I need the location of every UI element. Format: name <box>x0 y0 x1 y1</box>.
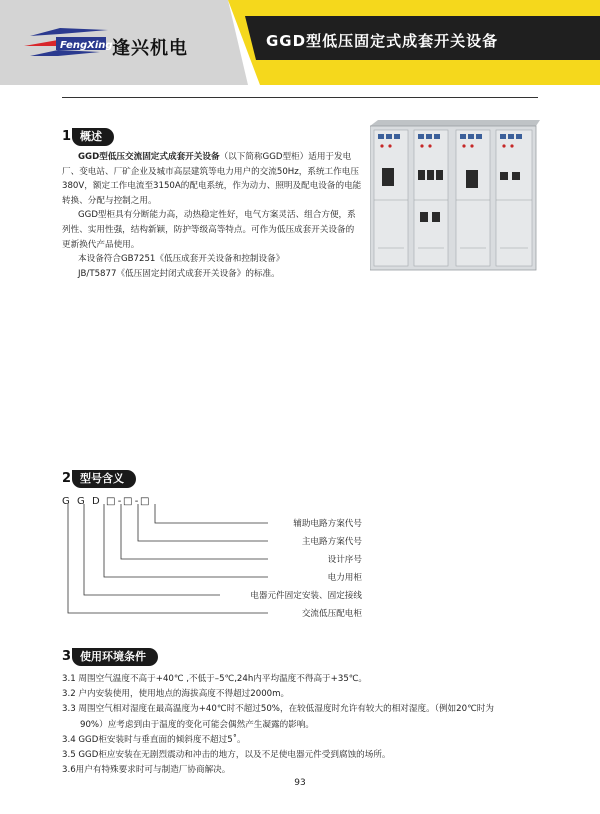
overview-paragraph: JB/T5877《低压固定封闭式成套开关设备》的标准。 <box>78 268 280 279</box>
section-number: 1 <box>62 129 72 144</box>
section-title: 概述 <box>72 128 114 146</box>
code-box: □ <box>123 496 133 507</box>
code-dash: - <box>134 496 139 507</box>
env-item: 3.5 GGD柜应安装在无剧烈震动和冲击的地方，以及不足使电器元件受到腐蚀的场所。 <box>62 750 391 761</box>
overview-paragraph: GGD型低压交流固定式成套开关设备（以下简称GGD型柜）适用于发电厂、变电站、厂矿企业及城市高层建筑等电力用户的交流50Hz，系统工作电压380V，额定工作电流至3150A的配电系统，作为动力、照明及配电设备的电能转换、分配与控制之用。 <box>62 152 362 206</box>
product-name: GGD型低压交流固定式成套开关设备 <box>78 152 220 162</box>
section-title: 使用环境条件 <box>72 648 158 666</box>
code-char: D <box>92 496 100 507</box>
page-number: 93 <box>294 778 306 788</box>
env-item: 3.4 GGD柜安装时与垂直面的倾斜度不超过5˚。 <box>62 734 246 745</box>
model-label: 辅助电路方案代号 <box>293 519 362 529</box>
overview-paragraph: 本设备符合GB7251《低压成套开关设备和控制设备》 <box>78 254 285 265</box>
logo-text: FengXing <box>60 40 113 51</box>
env-item-continued: 90%）应考虑到由于温度的变化可能会偶然产生凝露的影响。 <box>80 719 314 730</box>
code-char: G <box>62 496 70 507</box>
env-item: 3.2 户内安装使用，使用地点的海拔高度不得超过2000m。 <box>62 689 290 700</box>
env-item: 3.3 周围空气相对湿度在最高温度为+40℃时不超过50%，在较低湿度时允许有较大的相对湿度。（例如20℃时为 <box>62 704 494 715</box>
overview-paragraph: GGD型柜具有分断能力高，动热稳定性好，电气方案灵活、组合方便，系列性、实用性强，结构新颖，防护等级高等特点。可作为低压成套开关设备的更新换代产品使用。 <box>62 210 356 250</box>
code-box: □ <box>140 496 150 507</box>
company-name: 逢兴机电 <box>112 38 188 59</box>
section-title: 型号含义 <box>72 470 136 488</box>
model-label: 电力用柜 <box>327 573 362 583</box>
environment-conditions <box>62 672 562 778</box>
model-label: 主电路方案代号 <box>301 537 362 547</box>
code-dash: - <box>117 496 122 507</box>
env-item: 3.6用户有特殊要求时可与制造厂协商解决。 <box>62 765 231 776</box>
section-number: 3 <box>62 649 72 664</box>
code-box: □ <box>106 496 116 507</box>
section-number: 2 <box>62 471 72 486</box>
model-label: 电器元件固定安装、固定接线 <box>250 591 362 601</box>
env-item: 3.1 周围空气温度不高于+40℃ ,不低于–5℃,24h内平均温度不得高于+35℃。 <box>62 674 368 684</box>
model-label: 交流低压配电柜 <box>301 609 362 619</box>
model-label: 设计序号 <box>327 555 362 565</box>
page-title: GGD型低压固定式成套开关设备 <box>266 32 499 50</box>
code-char: G <box>77 496 85 507</box>
